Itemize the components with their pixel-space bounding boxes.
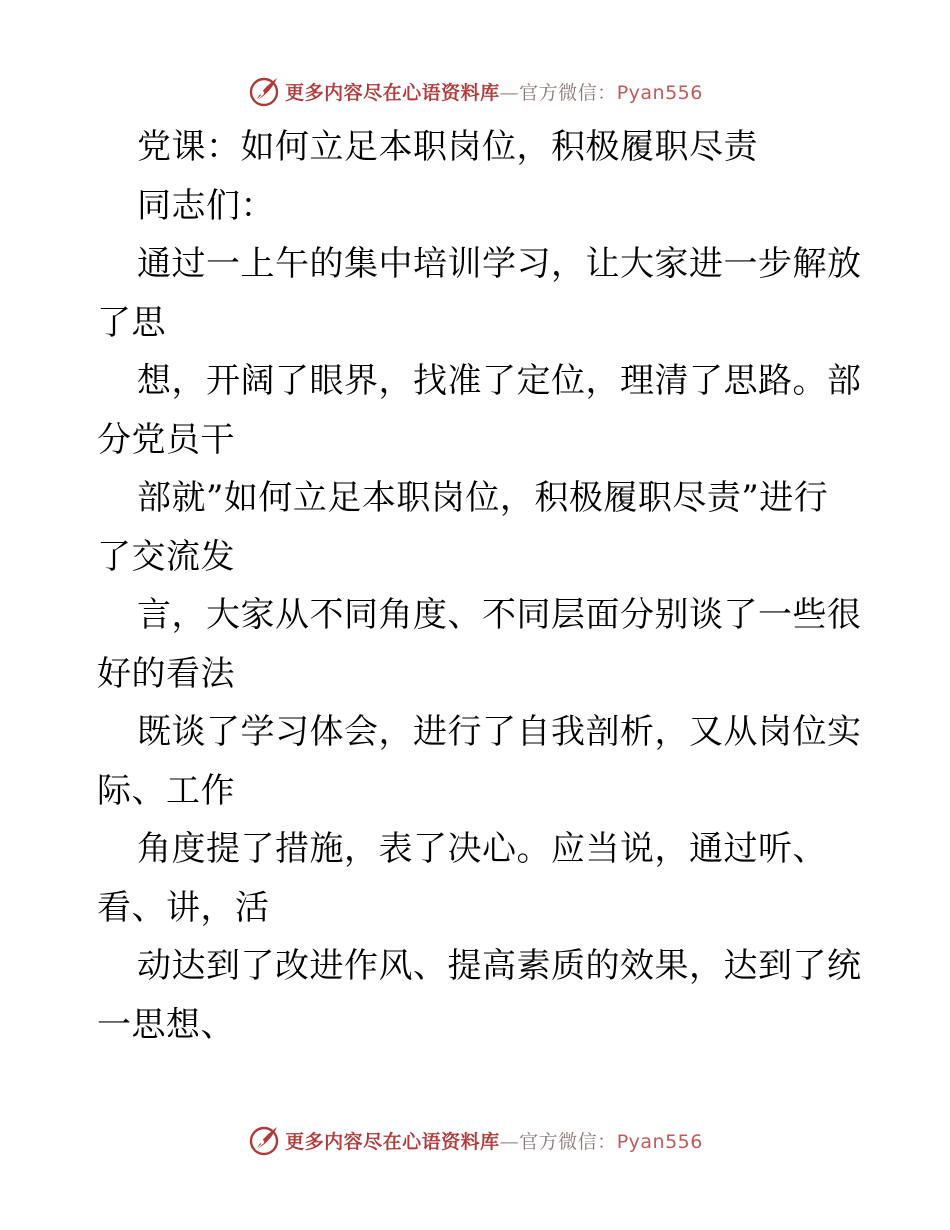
banner-text [285, 1127, 703, 1154]
quill-logo-icon [247, 1123, 281, 1157]
banner-dash: — [499, 1130, 520, 1153]
doc-line-7: 部就”如何立足本职岗位，积极履职尽责”进行 [137, 478, 829, 518]
quill-logo-icon [247, 74, 281, 108]
doc-line-4: 了思 [97, 302, 166, 343]
doc-line-16: 一思想、 [97, 1004, 235, 1045]
doc-line-15: 动达到了改进作风、提高素质的效果，达到了统 [137, 946, 862, 986]
doc-line-11: 既谈了学习体会，进行了自我剖析，又从岗位实 [137, 712, 862, 752]
banner-site-text: 更多内容尽在心语资料库 [285, 81, 500, 104]
doc-line-13: 角度提了措施，表了决心。应当说，通过听、 [137, 829, 827, 869]
doc-line-1: 党课：如何立足本职岗位，积极履职尽责 [137, 127, 758, 167]
banner-site-text: 更多内容尽在心语资料库 [285, 1130, 500, 1153]
header-banner [0, 71, 950, 111]
doc-line-5: 想，开阔了眼界，找准了定位，理清了思路。部 [137, 361, 862, 401]
doc-line-8: 了交流发 [97, 536, 235, 577]
doc-line-6: 分党员干 [97, 419, 235, 460]
banner-wechat-id: Pyan556 [616, 1130, 703, 1153]
banner-dash: — [499, 81, 520, 104]
banner-wechat-label: 官方微信： [519, 1130, 617, 1153]
banner-wechat-id: Pyan556 [616, 81, 703, 104]
doc-line-12: 际、工作 [97, 770, 235, 811]
banner-wechat-label: 官方微信： [519, 81, 617, 104]
doc-line-9: 言，大家从不同角度、不同层面分别谈了一些很 [137, 595, 862, 635]
document-body [97, 118, 862, 1054]
banner-text [285, 78, 703, 105]
doc-line-14: 看、讲，活 [97, 887, 270, 928]
doc-line-10: 好的看法 [97, 653, 235, 694]
footer-banner [0, 1120, 950, 1160]
doc-line-3: 通过一上午的集中培训学习，让大家进一步解放 [137, 244, 862, 284]
doc-line-2: 同志们： [137, 185, 275, 226]
